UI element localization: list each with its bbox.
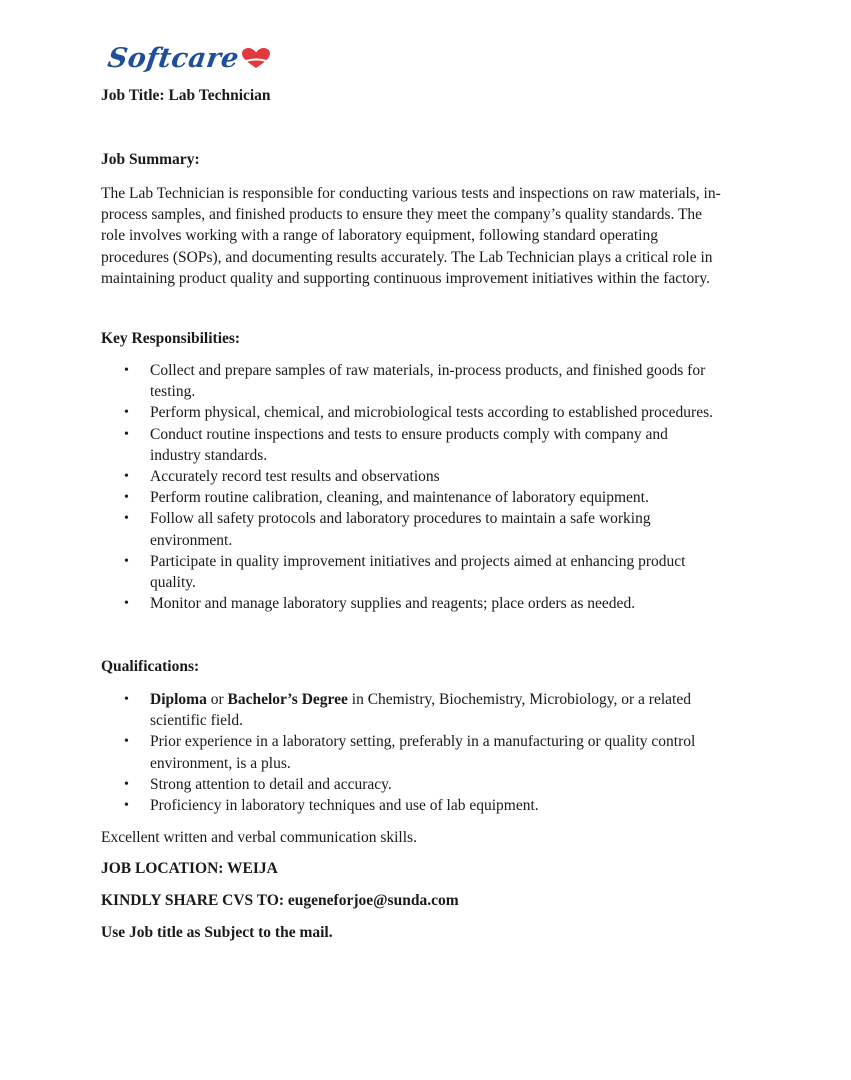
item-line: Follow all safety protocols and laboratory procedures to maintain a safe working [150, 510, 651, 528]
item-text: in Chemistry, Biochemistry, Microbiology, or a related [347, 691, 691, 708]
item-text: or [206, 691, 228, 708]
item-line: Collect and prepare samples of raw materials, in-process products, and finished goods for [150, 362, 706, 379]
item-line: quality. [150, 574, 196, 592]
summary-line: maintaining product quality and supporting continuous improvement initiatives within the factory. [101, 269, 710, 287]
item-line: Perform routine calibration, cleaning, and maintenance of laboratory equipment. [150, 489, 649, 507]
list-item [101, 487, 761, 508]
list-item [101, 424, 761, 466]
item-line: Monitor and manage laboratory supplies and reagents; place orders as needed. [150, 595, 636, 613]
bullet-icon: • [124, 734, 129, 750]
bullet-icon: • [124, 511, 129, 527]
item-line: Accurately record test results and observations [150, 468, 440, 486]
degree-bachelors: Bachelor’s Degree [227, 691, 348, 708]
bullet-icon: • [124, 363, 129, 378]
item-line: Participate in quality improvement initiatives and projects aimed at enhancing product [150, 552, 686, 570]
item-line: testing. [150, 383, 196, 401]
company-logo [105, 38, 271, 78]
item-line: environment. [150, 531, 233, 549]
bullet-icon: • [124, 553, 129, 569]
item-line: Proficiency in laboratory techniques and use of lab equipment. [150, 797, 539, 815]
summary-line: The Lab Technician is responsible for conducting various tests and inspections on raw materials, in- [101, 185, 721, 202]
list-item [101, 774, 761, 795]
bullet-icon: • [124, 490, 129, 506]
item-line [150, 689, 761, 710]
list-item [101, 551, 761, 593]
bullet-icon: • [124, 692, 129, 707]
list-item [101, 402, 761, 423]
bullet-icon: • [124, 426, 129, 442]
summary-paragraph [101, 183, 761, 289]
list-item [101, 466, 761, 487]
summary-line: process samples, and finished products to ensure they meet the company’s quality standards. The [101, 206, 703, 224]
list-item [101, 731, 761, 773]
bullet-icon: • [124, 798, 129, 814]
qualifications-list [101, 689, 761, 816]
item-line: Perform physical, chemical, and microbiological tests according to established procedures. [150, 404, 713, 422]
degree-diploma: Diploma [150, 691, 207, 708]
logo-wordmark: Softcare [105, 42, 242, 74]
job-location: JOB LOCATION: WEIJA [101, 860, 278, 877]
job-title [101, 85, 271, 106]
item-line: Conduct routine inspections and tests to ensure products comply with company and [150, 425, 668, 443]
item-line: Strong attention to detail and accuracy. [150, 775, 392, 793]
item-line: industry standards. [150, 446, 268, 464]
communication-skills: Excellent written and verbal communication skills. [101, 829, 417, 846]
responsibilities-list [101, 360, 761, 614]
item-line: scientific field. [150, 712, 243, 730]
list-item [101, 795, 761, 816]
list-item [101, 508, 761, 550]
bullet-icon: • [124, 469, 129, 485]
list-item [101, 593, 761, 614]
bullet-icon: • [124, 596, 129, 612]
list-item [101, 689, 761, 731]
responsibilities-heading: Key Responsibilities: [101, 330, 241, 347]
qualifications-heading: Qualifications: [101, 658, 200, 675]
item-line: environment, is a plus. [150, 754, 291, 772]
bullet-icon: • [124, 776, 129, 792]
subject-instruction: Use Job title as Subject to the mail. [101, 924, 333, 941]
list-item [101, 360, 761, 402]
summary-line: role involves working with a range of laboratory equipment, following standard operating [101, 227, 658, 245]
bullet-icon: • [124, 405, 129, 421]
summary-line: procedures (SOPs), and documenting results accurately. The Lab Technician plays a critical role in [101, 248, 713, 266]
summary-heading: Job Summary: [101, 151, 200, 168]
heart-icon [241, 47, 271, 69]
share-cvs-contact: KINDLY SHARE CVS TO: eugeneforjoe@sunda.com [101, 892, 459, 909]
job-title-label: Job Title: [101, 87, 165, 104]
job-title-value: Lab Technician [168, 87, 271, 104]
item-line: Prior experience in a laboratory setting, preferably in a manufacturing or quality control [150, 733, 696, 751]
